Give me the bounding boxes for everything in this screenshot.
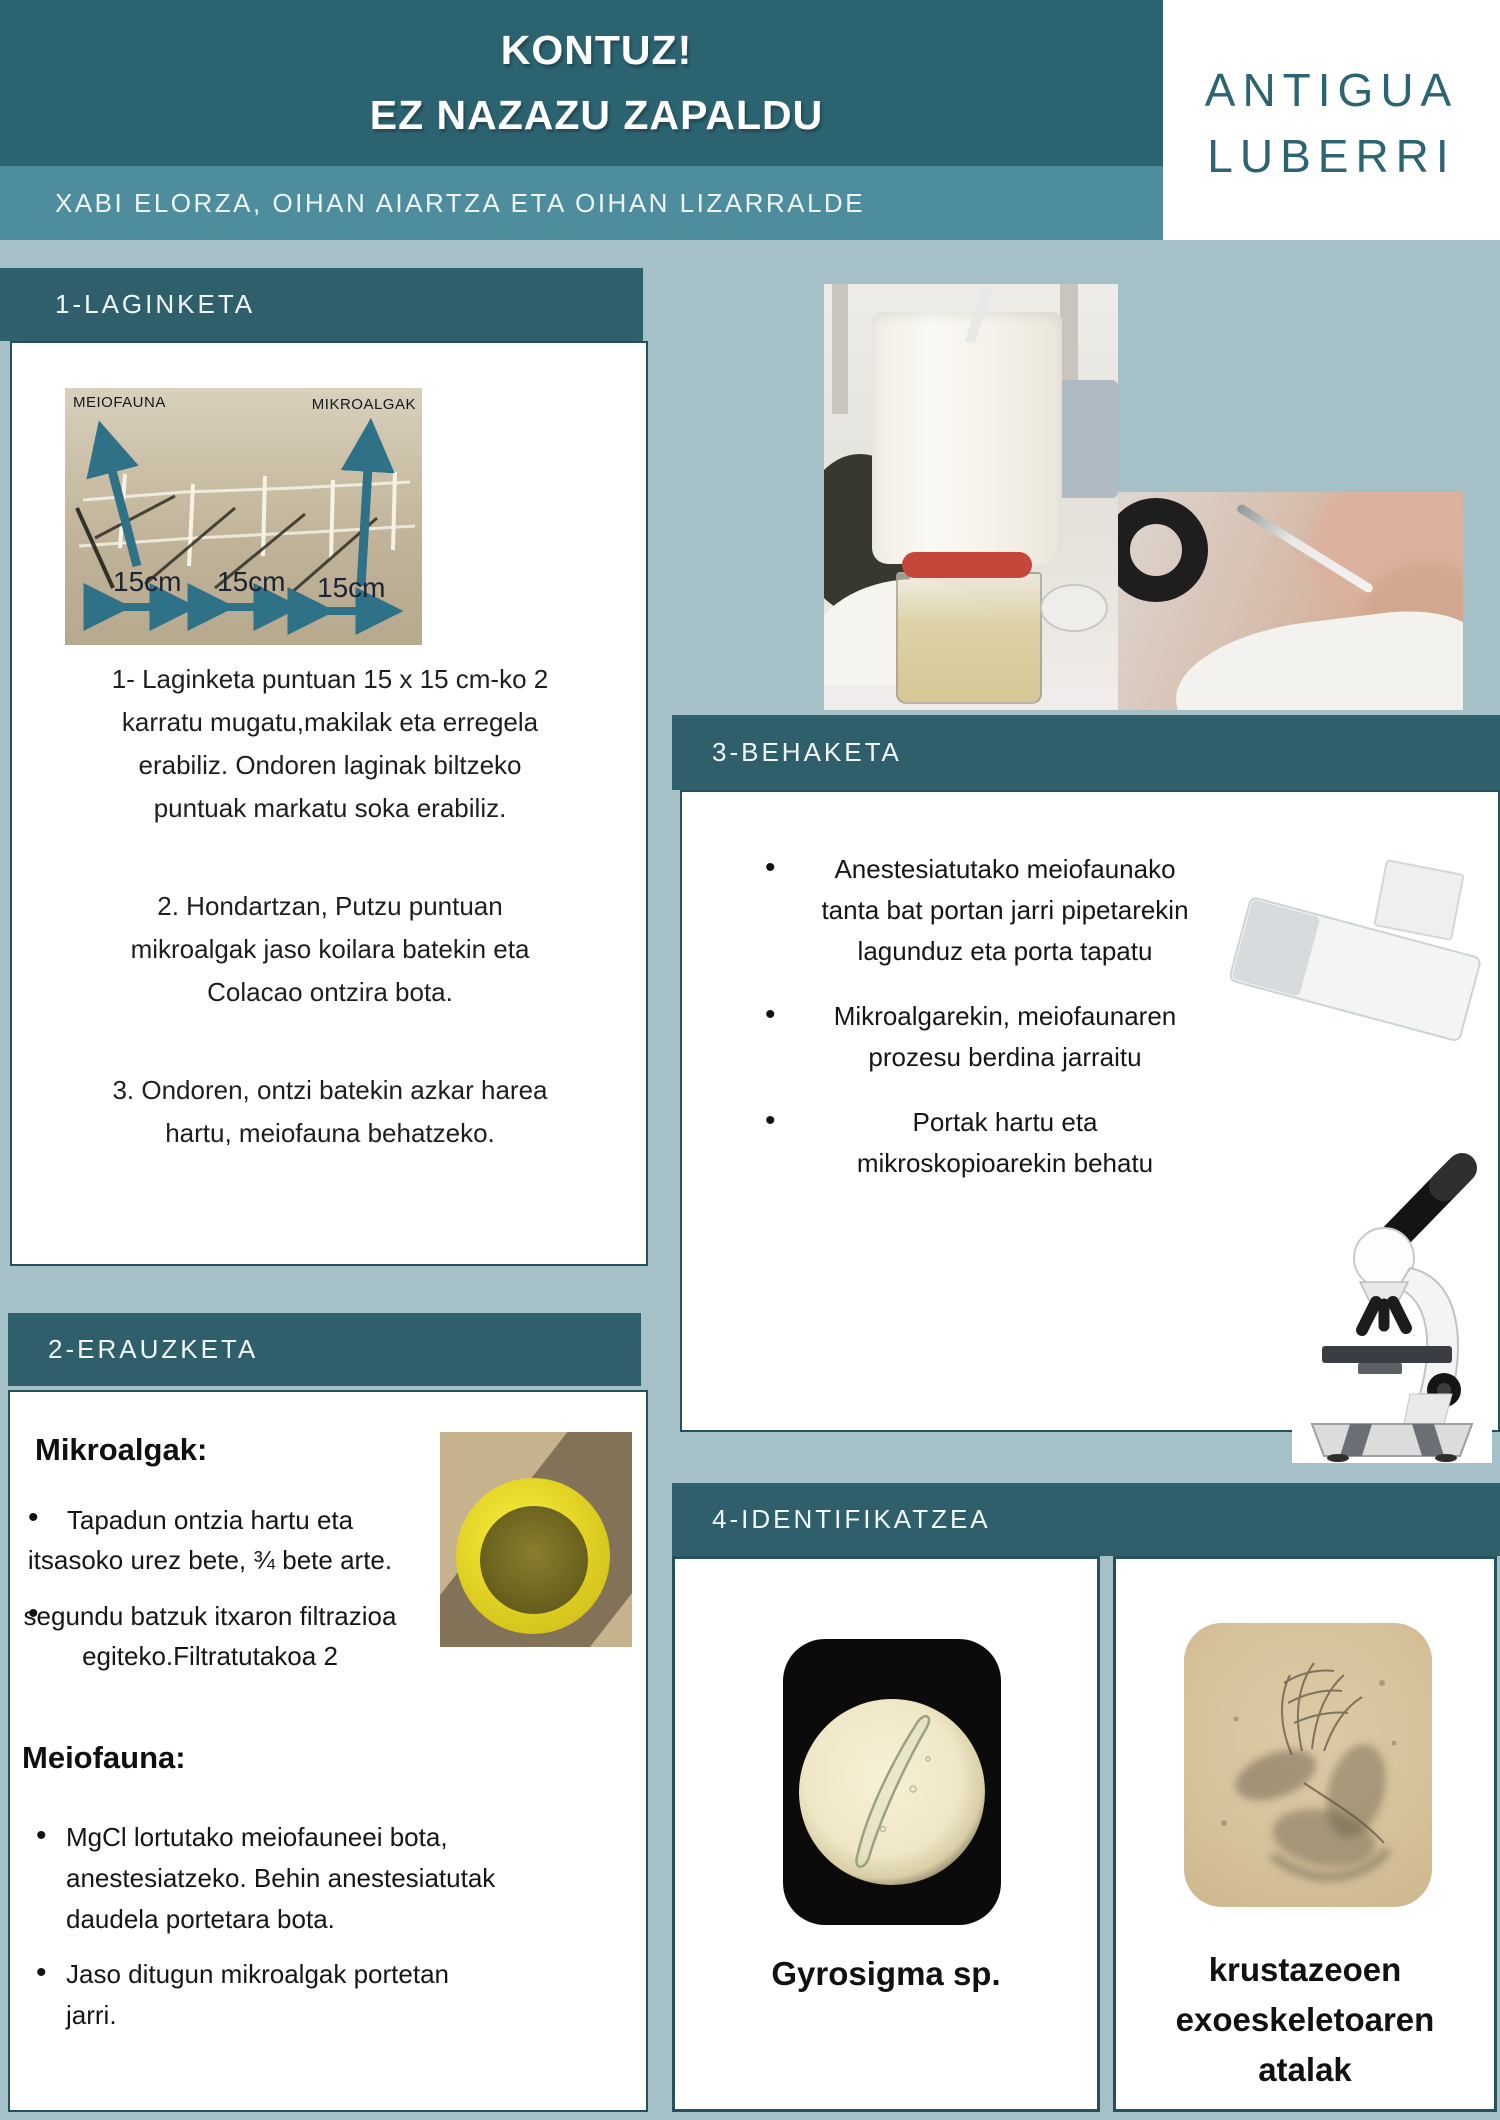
gyrosigma-micrograph bbox=[783, 1639, 1001, 1925]
yellow-bucket-photo bbox=[440, 1432, 632, 1647]
white-cloth bbox=[1169, 602, 1463, 710]
section3-bullet-list bbox=[805, 849, 1205, 1208]
authors-bar: XABI ELORZA, OIHAN AIARTZA ETA OIHAN LIZARRALDE bbox=[0, 166, 1163, 240]
meiofauna-heading: Meiofauna: bbox=[22, 1740, 186, 1775]
measurement-label-1: 15cm bbox=[113, 566, 182, 597]
filter-paper-cylinder bbox=[872, 312, 1062, 564]
mikroalgak-bullet-1: • Tapadun ontzia hartu eta itsasoko urez bete, ¾ bete arte. bbox=[20, 1500, 400, 1580]
beaker-with-sample bbox=[896, 572, 1042, 704]
section1-instructions bbox=[100, 658, 560, 1210]
mikroalgak-heading: Mikroalgak: bbox=[35, 1432, 208, 1467]
crustacean-card bbox=[1113, 1556, 1497, 2112]
section2-title-bar: 2-ERAUZKETA bbox=[8, 1313, 641, 1386]
gyrosigma-card bbox=[672, 1556, 1100, 2112]
section3-bullet-1: • Anestesiatutako meiofaunako tanta bat portan jarri pipetarekin lagunduz eta porta tapatu bbox=[805, 849, 1205, 972]
section1-step-1: 1- Laginketa puntuan 15 x 15 cm-ko 2 karratu mugatu,makilak eta erregela erabiliz. Ondoren laginak biltzeko puntuak markatu soka erabiliz. bbox=[111, 664, 549, 823]
school-name-line1: ANTIGUA bbox=[1204, 64, 1459, 116]
mikroalgak-label: MIKROALGAK bbox=[311, 396, 416, 413]
section1-title-bar: 1-LAGINKETA bbox=[0, 268, 643, 341]
section1-step-3: 3. Ondoren, ontzi batekin azkar harea hartu, meiofauna behatzeko. bbox=[112, 1075, 548, 1148]
school-name-card bbox=[1163, 0, 1500, 240]
crustacean-micrograph bbox=[1184, 1623, 1432, 1907]
section1-step-2: 2. Hondartzan, Putzu puntuan mikroalgak jaso koilara batekin eta Colacao ontzira bota. bbox=[130, 891, 530, 1007]
window-frame bbox=[832, 284, 848, 414]
gyrosigma-caption: Gyrosigma sp. bbox=[771, 1955, 1001, 1992]
meiofauna-bullet-1: • MgCl lortutako meiofauneei bota, anestesiatzeko. Behin anestesiatutak daudela portetara bota. bbox=[24, 1817, 499, 1940]
beach-sampling-photo bbox=[65, 388, 422, 645]
measurement-label-3: 15cm bbox=[317, 572, 386, 603]
section2-card bbox=[8, 1390, 648, 2112]
meiofauna-bullet-2: • Jaso ditugun mikroalgak portetan jarri. bbox=[24, 1954, 499, 2036]
filtration-beaker-photo bbox=[824, 284, 1118, 710]
mikroalgak-bullet-list bbox=[20, 1500, 400, 1692]
school-name-line2: LUBERRI bbox=[1207, 130, 1456, 182]
section3-bullet-2: • Mikroalgarekin, meiofaunaren prozesu berdina jarraitu bbox=[805, 996, 1205, 1078]
petri-dish bbox=[1040, 584, 1108, 632]
beach-grid-and-arrows-graphic bbox=[65, 388, 422, 645]
meiofauna-bullet-list bbox=[24, 1817, 499, 2050]
bucket-contents bbox=[480, 1506, 588, 1614]
red-band bbox=[902, 552, 1032, 578]
measurement-label-2: 15cm bbox=[217, 566, 286, 597]
black-ring bbox=[1118, 498, 1208, 602]
microscope-slides-image bbox=[1230, 855, 1486, 1055]
section3-bullet-3: • Portak hartu eta mikroskopioarekin behatu bbox=[805, 1102, 1205, 1184]
section1-card bbox=[10, 341, 648, 1266]
header bbox=[0, 0, 1163, 166]
section4-title-bar: 4-IDENTIFIKATZEA bbox=[672, 1483, 1500, 1556]
poster-title-line1: KONTUZ! bbox=[500, 27, 693, 73]
microscope-image bbox=[1292, 1150, 1492, 1463]
meiofauna-label: MEIOFAUNA bbox=[73, 394, 166, 411]
poster-title-line2: EZ NAZAZU ZAPALDU bbox=[369, 92, 824, 138]
crustacean-caption: krustazeoen exoeskeletoaren atalak bbox=[1175, 1951, 1435, 2088]
hands-pipette-photo bbox=[1118, 492, 1463, 710]
section3-title-bar: 3-BEHAKETA bbox=[672, 715, 1500, 790]
mikroalgak-bullet-2: • segundu batzuk itxaron filtrazioa egiteko.Filtratutakoa 2 bbox=[20, 1596, 400, 1676]
